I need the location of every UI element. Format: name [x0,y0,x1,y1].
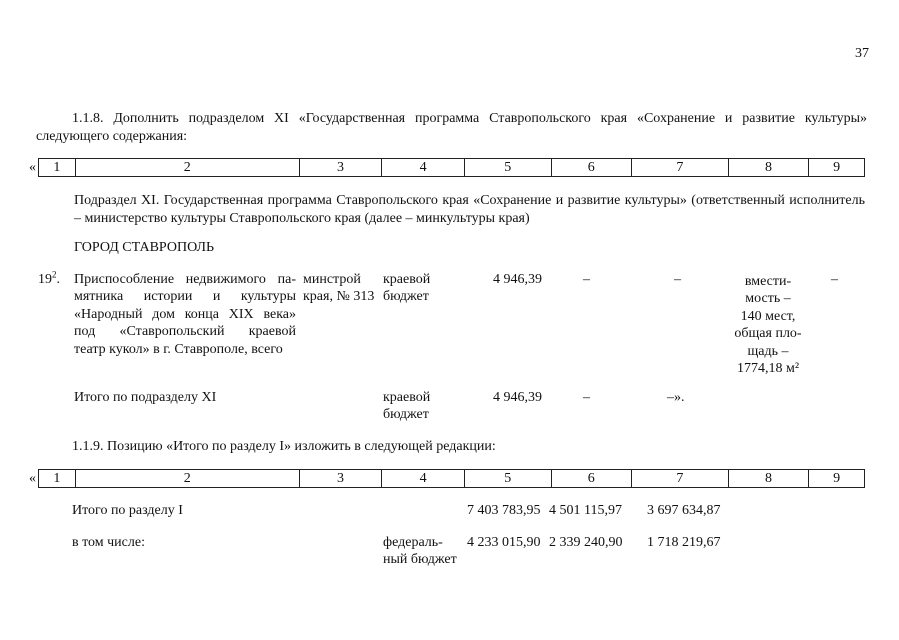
open-quote-2: « [29,471,36,486]
source-line: краевой [383,390,431,405]
source-line: бюджет [383,407,429,423]
total-section-col5: 7 403 783,95 [467,503,541,518]
col8-line: общая пло- [734,326,802,342]
page-number: 37 [855,46,869,61]
row-col9: – [831,272,838,287]
including-col7: 1 718 219,67 [647,535,721,550]
col8-line: вмести- [744,274,792,289]
header-col-2: 2 [76,159,300,176]
desc-line: Приспособление недвижимого па- [74,272,296,287]
header-col-3: 3 [300,159,383,176]
row-basis [303,271,374,306]
row-number-sup: 2 [52,269,57,280]
including-col5: 4 233 015,90 [467,535,541,550]
total-section-col7: 3 697 634,87 [647,503,721,518]
open-quote: « [29,160,36,175]
row-col5: 4 946,39 [493,272,542,287]
row-number-main: 19 [38,272,52,287]
header-col-9: 9 [833,160,841,175]
basis-line: края, № 313 [303,289,375,305]
source-line: краевой [383,272,431,287]
desc-line: театр кукол» в г. Ставрополе, всего [74,341,283,357]
header-col-5: 5 [465,159,552,176]
header-col-8: 8 [729,470,810,487]
total-subsection-source [383,389,430,424]
section-1-1-9-text: 1.1.9. Позицию «Итого по разделу I» изложить в следующей редакции: [72,439,496,454]
row-number-suffix: . [56,272,60,287]
total-section-label: Итого по разделу I [72,503,183,518]
header-col-4: 4 [382,159,465,176]
header-col-7: 7 [632,159,729,176]
subsection-heading: Подраздел XI. Государственная программа Ставропольского края «Сохранение и развитие культуры» (ответственный исполнитель – министерство культуры Ставропольского края (далее – минкультуры края) [74,193,865,226]
source-line: федераль- [383,535,443,550]
row-source [383,271,430,306]
desc-line: под «Ставропольский краевой [74,324,296,340]
including-source [383,534,457,569]
row-col8 [722,273,814,377]
source-line: бюджет [383,289,429,305]
total-subsection-col5: 4 946,39 [493,390,542,405]
header-col-2: 2 [76,470,300,487]
header-col-4: 4 [382,470,465,487]
including-label: в том числе: [72,535,145,550]
row-description [74,271,296,358]
table-header-row-1 [38,158,865,177]
header-col-3: 3 [300,470,383,487]
header-col-9: 9 [833,471,841,486]
col8-line: мость – [745,291,791,307]
desc-line: мятника истории и культуры [74,289,296,305]
header-col-1: 1 [39,159,76,176]
including-col6: 2 339 240,90 [549,535,623,550]
basis-line: минстрой [303,272,361,287]
header-col-6: 6 [552,159,633,176]
header-col-8: 8 [729,159,810,176]
row-number [38,271,60,288]
section-1-1-8-text: 1.1.8. Дополнить подразделом XI «Государственная программа Ставропольского края «Сохранение и развитие культуры» следующего содержания: [36,111,867,144]
header-col-7: 7 [632,470,729,487]
header-col-6: 6 [552,470,633,487]
header-col-1: 1 [39,470,76,487]
total-subsection-col7: –». [667,390,685,405]
header-col-5: 5 [465,470,552,487]
row-col6: – [583,272,590,287]
city-heading: ГОРОД СТАВРОПОЛЬ [74,240,215,255]
source-line: ный бюджет [383,552,457,568]
col8-line: щадь – [747,343,789,359]
col8-line: 140 мест, [740,308,796,324]
row-col7: – [674,272,681,287]
col8-line: 1774,18 м² [736,361,800,377]
table-header-row-2 [38,469,865,488]
total-subsection-label: Итого по подразделу XI [74,390,217,405]
total-section-col6: 4 501 115,97 [549,503,622,518]
total-subsection-col6: – [583,390,590,405]
desc-line: «Народный дом конца XIX века» [74,306,296,322]
